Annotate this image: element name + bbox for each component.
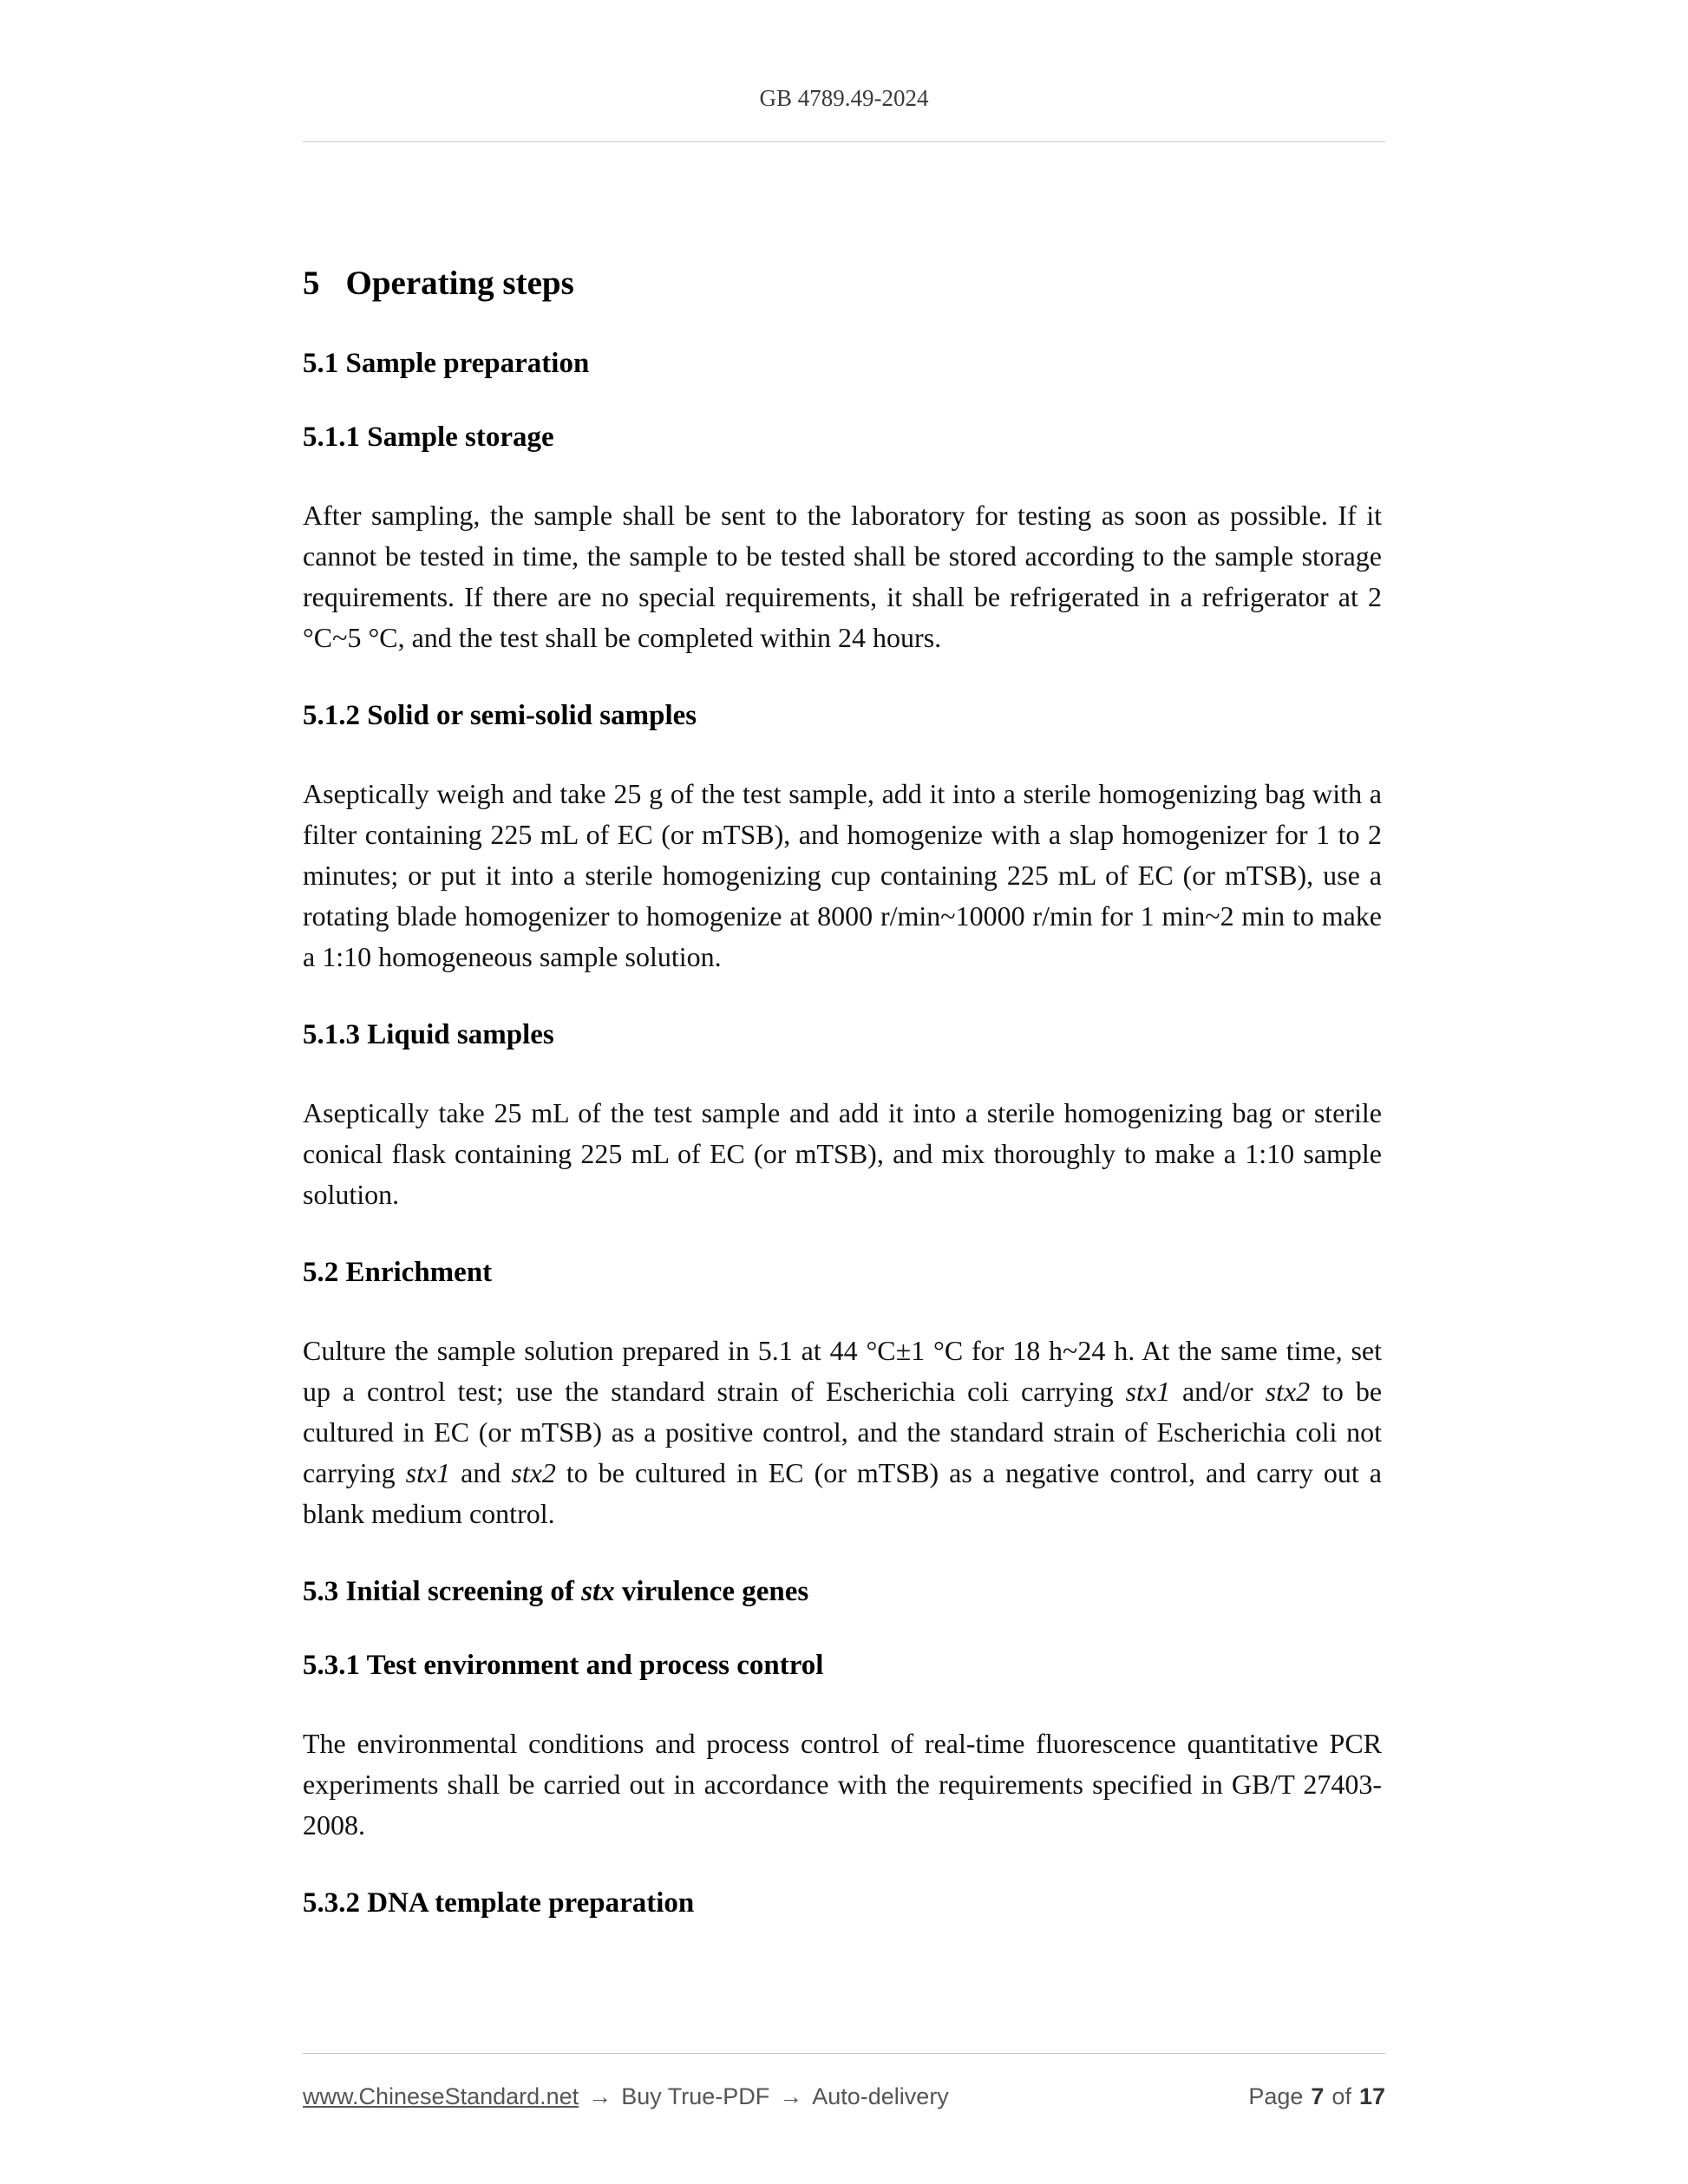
arrow-icon: → xyxy=(588,2083,612,2109)
document-content xyxy=(303,234,1382,1961)
page-of-label: of xyxy=(1331,2083,1351,2109)
text-run: to be cultured in EC (or mTSB) as a negative control, and carry out a blank medium control. xyxy=(303,1457,1383,1529)
text-run: virulence genes xyxy=(614,1576,809,1607)
text-run: 5.3.1 Test environment and process control xyxy=(303,1650,824,1681)
text-run: 5.1.3 Liquid samples xyxy=(303,1019,554,1050)
footer-left xyxy=(303,2083,949,2110)
text-run: Aseptically weigh and take 25 g of the test sample, add it into a sterile homogenizing bag with a filter containing 225 mL of EC (or mTSB), and homogenize with a slap homogenizer for 1 to 2 minutes; or put it into a sterile homogenizing cup containing 225 mL of EC (or mTSB), use a rotating blade homogenizer to homogenize at 8000 r/min~10000 r/min for 1 min~2 min to make a 1:10 homogeneous sample solution. xyxy=(303,778,1382,972)
subsection-heading xyxy=(303,700,1382,732)
page-indicator xyxy=(1248,2083,1385,2110)
page-current: 7 xyxy=(1311,2083,1325,2109)
text-run: After sampling, the sample shall be sent to the laboratory for testing as soon as possible. If it cannot be tested in time, the sample to be tested shall be stored according to the sample storage requirements. If there are no special requirements, it shall be refrigerated in a refrigerator at 2 °C~5 °C, and the test shall be completed within 24 hours. xyxy=(303,500,1382,653)
body-paragraph xyxy=(303,1093,1382,1215)
subsection-heading xyxy=(303,422,1382,454)
subsection-heading xyxy=(303,1576,1382,1608)
page-total: 17 xyxy=(1358,2083,1385,2109)
footer-buy-text: Buy True-PDF xyxy=(621,2083,770,2109)
footer-site-link[interactable]: www.ChineseStandard.net xyxy=(303,2083,579,2109)
arrow-icon: → xyxy=(779,2083,803,2109)
body-paragraph xyxy=(303,774,1382,978)
text-run: The environmental conditions and process control of real-time fluorescence quantitative PCR experiments shall be carried out in accordance with the requirements specified in GB/T 27403-2008. xyxy=(303,1728,1382,1841)
subsection-heading xyxy=(303,1019,1382,1051)
text-run: Culture the sample solution prepared in 5.1 at 44 °C±1 °C for 18 h~24 h. At the same time, set up a control test; use the standard strain of Escherichia coli carrying xyxy=(303,1335,1382,1407)
text-run: 5.1.1 Sample storage xyxy=(303,422,554,453)
italic-text-run: stx1 xyxy=(1125,1376,1171,1407)
header-divider xyxy=(303,141,1385,142)
italic-text-run: stx xyxy=(581,1576,615,1607)
page-footer xyxy=(303,2083,1385,2110)
footer-divider xyxy=(303,2053,1385,2054)
text-run: to be cultured in EC (or mTSB) as a positive control, and the standard strain of Escherichia coli not carrying xyxy=(303,1376,1383,1488)
document-number: GB 4789.49-2024 xyxy=(759,85,929,111)
italic-text-run: stx1 xyxy=(405,1457,451,1488)
text-run: 5.3.2 DNA template preparation xyxy=(303,1887,695,1919)
body-paragraph xyxy=(303,1331,1382,1534)
body-paragraph xyxy=(303,495,1382,658)
subsection-heading xyxy=(303,1650,1382,1682)
page-label: Page xyxy=(1248,2083,1304,2109)
section-number: 5 xyxy=(303,265,320,302)
subsection-heading xyxy=(303,1257,1382,1289)
italic-text-run: stx2 xyxy=(511,1457,556,1488)
italic-text-run: stx2 xyxy=(1265,1376,1311,1407)
text-run: 5.3 Initial screening of xyxy=(303,1576,582,1607)
text-run: 5.2 Enrichment xyxy=(303,1257,493,1288)
text-run: 5.1.2 Solid or semi-solid samples xyxy=(303,700,697,731)
text-run: 5.1 Sample preparation xyxy=(303,348,590,379)
section-title-text: Operating steps xyxy=(345,265,574,302)
section-title xyxy=(303,264,1382,303)
text-run: and xyxy=(450,1457,512,1488)
text-run: Aseptically take 25 mL of the test sample and add it into a sterile homogenizing bag or sterile conical flask containing 225 mL of EC (or mTSB), and mix thoroughly to make a 1:10 sample solution. xyxy=(303,1097,1382,1210)
subsection-heading xyxy=(303,1887,1382,1919)
footer-delivery-text: Auto-delivery xyxy=(812,2083,949,2109)
text-run: and/or xyxy=(1170,1376,1266,1407)
subsection-heading xyxy=(303,348,1382,380)
body-paragraph xyxy=(303,1723,1382,1846)
